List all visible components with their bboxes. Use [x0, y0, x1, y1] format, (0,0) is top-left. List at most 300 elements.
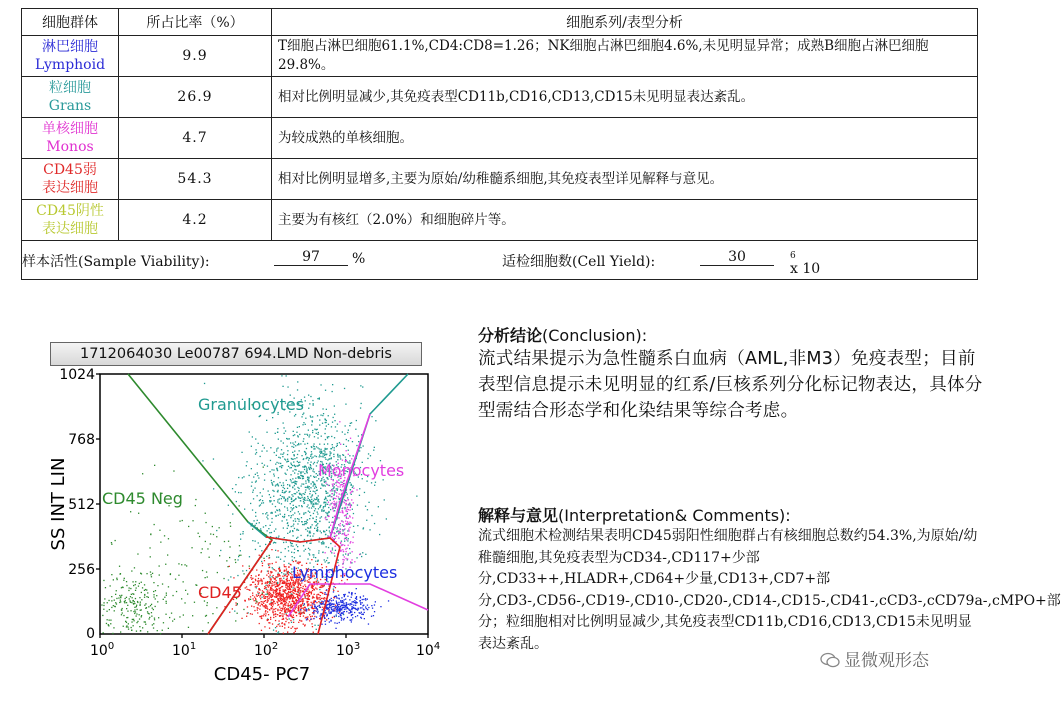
scatter-point — [283, 487, 284, 488]
scatter-point — [274, 452, 275, 453]
scatter-point — [329, 495, 330, 496]
scatter-point — [327, 557, 328, 558]
yield-exponent: 6 — [790, 251, 796, 261]
scatter-point — [147, 592, 148, 593]
scatter-point — [313, 491, 314, 492]
scatter-point — [325, 504, 326, 505]
scatter-point — [280, 587, 281, 588]
scatter-point — [279, 592, 280, 593]
scatter-point — [310, 491, 311, 492]
scatter-point — [338, 524, 339, 525]
scatter-point — [140, 630, 141, 631]
scatter-point — [317, 434, 318, 435]
scatter-point — [305, 418, 306, 419]
scatter-point — [302, 521, 303, 522]
scatter-point — [315, 503, 316, 504]
scatter-point — [336, 614, 337, 615]
scatter-point — [336, 502, 337, 503]
scatter-point — [304, 434, 305, 435]
scatter-point — [333, 600, 334, 601]
scatter-point — [287, 605, 288, 606]
scatter-point — [303, 476, 304, 477]
wechat-icon — [820, 652, 840, 668]
scatter-point — [258, 595, 259, 596]
scatter-point — [124, 578, 125, 579]
scatter-point — [282, 595, 283, 596]
scatter-point — [282, 594, 283, 595]
scatter-point — [267, 593, 268, 594]
scatter-point — [286, 580, 287, 581]
scatter-point — [289, 596, 290, 597]
scatter-point — [110, 620, 111, 621]
scatter-point — [107, 602, 108, 603]
scatter-point — [341, 490, 342, 491]
scatter-point — [247, 606, 248, 607]
scatter-point — [317, 598, 318, 599]
scatter-point — [292, 508, 293, 509]
scatter-point — [296, 483, 297, 484]
scatter-point — [305, 549, 306, 550]
scatter-point — [326, 425, 327, 426]
scatter-point — [278, 477, 279, 478]
scatter-point — [278, 463, 279, 464]
scatter-point — [334, 498, 335, 499]
scatter-point — [345, 608, 346, 609]
scatter-point — [353, 502, 354, 503]
scatter-point — [324, 433, 325, 434]
scatter-point — [117, 579, 118, 580]
scatter-point — [318, 432, 319, 433]
scatter-point — [334, 405, 335, 406]
scatter-point — [338, 456, 339, 457]
scatter-point — [347, 521, 348, 522]
scatter-point — [134, 603, 135, 604]
scatter-point — [251, 446, 252, 447]
scatter-point — [120, 601, 121, 602]
scatter-point — [332, 548, 333, 549]
scatter-point — [146, 596, 147, 597]
scatter-point — [127, 611, 128, 612]
scatter-point — [345, 495, 346, 496]
scatter-point — [321, 436, 322, 437]
scatter-point — [312, 432, 313, 433]
scatter-point — [333, 606, 334, 607]
scatter-point — [266, 432, 267, 433]
scatter-point — [334, 533, 335, 534]
scatter-point — [298, 609, 299, 610]
scatter-point — [170, 574, 171, 575]
scatter-point — [368, 607, 369, 608]
scatter-point — [169, 617, 170, 618]
scatter-point — [334, 490, 335, 491]
scatter-point — [307, 472, 308, 473]
scatter-point — [276, 630, 277, 631]
scatter-point — [304, 539, 305, 540]
scatter-point — [295, 518, 296, 519]
scatter-point — [282, 456, 283, 457]
scatter-point — [339, 483, 340, 484]
scatter-point — [265, 513, 266, 514]
scatter-point — [340, 614, 341, 615]
scatter-point — [145, 621, 146, 622]
row-percentage: 4.2 — [119, 200, 272, 241]
scatter-point — [322, 541, 323, 542]
scatter-point — [115, 540, 116, 541]
scatter-point — [271, 512, 272, 513]
scatter-point — [345, 599, 346, 600]
scatter-point — [307, 618, 308, 619]
scatter-point — [286, 375, 287, 376]
scatter-point — [314, 616, 315, 617]
y-tick-label: 0 — [86, 626, 95, 642]
scatter-point — [291, 446, 292, 447]
scatter-point — [356, 596, 357, 597]
scatter-point — [133, 611, 134, 612]
scatter-point — [349, 592, 350, 593]
scatter-point — [276, 462, 277, 463]
scatter-point — [318, 501, 319, 502]
scatter-point — [314, 625, 315, 626]
scatter-point — [338, 613, 339, 614]
scatter-point — [283, 589, 284, 590]
scatter-point — [345, 425, 346, 426]
conclusion-heading-bold: 分析结论 — [478, 326, 543, 345]
scatter-point — [332, 617, 333, 618]
scatter-point — [344, 533, 345, 534]
scatter-point — [339, 512, 340, 513]
scatter-point — [119, 566, 120, 567]
scatter-point — [330, 500, 331, 501]
scatter-plot — [40, 362, 450, 697]
scatter-point — [288, 627, 289, 628]
scatter-point — [244, 509, 245, 510]
scatter-point — [313, 618, 314, 619]
scatter-point — [327, 607, 328, 608]
scatter-point — [319, 589, 320, 590]
scatter-point — [371, 616, 372, 617]
scatter-point — [323, 601, 324, 602]
scatter-point — [350, 492, 351, 493]
scatter-point — [309, 512, 310, 513]
scatter-point — [327, 500, 328, 501]
scatter-point — [311, 446, 312, 447]
scatter-point — [360, 407, 361, 408]
scatter-point — [289, 580, 290, 581]
scatter-point — [338, 533, 339, 534]
scatter-point — [346, 503, 347, 504]
scatter-point — [275, 528, 276, 529]
scatter-point — [235, 559, 236, 560]
scatter-point — [344, 528, 345, 529]
scatter-point — [274, 578, 275, 579]
scatter-point — [272, 610, 273, 611]
scatter-point — [266, 556, 267, 557]
scatter-point — [126, 625, 127, 626]
scatter-point — [277, 499, 278, 500]
scatter-point — [304, 397, 305, 398]
scatter-point — [367, 599, 368, 600]
scatter-point — [279, 575, 280, 576]
scatter-point — [287, 583, 288, 584]
scatter-point — [174, 619, 175, 620]
scatter-point — [350, 619, 351, 620]
scatter-point — [268, 490, 269, 491]
scatter-point — [247, 613, 248, 614]
scatter-point — [328, 436, 329, 437]
scatter-point — [345, 558, 346, 559]
header-percentage: 所占比率（%） — [119, 9, 272, 36]
scatter-point — [288, 566, 289, 567]
scatter-point — [310, 616, 311, 617]
scatter-point — [179, 521, 180, 522]
scatter-point — [353, 605, 354, 606]
gate-label-cd45neg: CD45 Neg — [102, 489, 183, 508]
scatter-point — [339, 421, 340, 422]
scatter-point — [292, 626, 293, 627]
scatter-point — [352, 487, 353, 488]
scatter-point — [269, 594, 270, 595]
scatter-point — [153, 591, 154, 592]
scatter-point — [330, 525, 331, 526]
scatter-point — [173, 470, 174, 471]
scatter-point — [278, 485, 279, 486]
scatter-point — [241, 452, 242, 453]
scatter-point — [278, 631, 279, 632]
scatter-point — [287, 488, 288, 489]
scatter-point — [312, 524, 313, 525]
scatter-point — [330, 603, 331, 604]
scatter-point — [265, 606, 266, 607]
scatter-point — [319, 587, 320, 588]
scatter-point — [323, 413, 324, 414]
scatter-point — [309, 434, 310, 435]
scatter-point — [324, 499, 325, 500]
scatter-point — [343, 619, 344, 620]
scatter-point — [271, 469, 272, 470]
scatter-point — [336, 609, 337, 610]
scatter-point — [349, 455, 350, 456]
scatter-point — [300, 616, 301, 617]
scatter-point — [388, 600, 389, 601]
scatter-point — [287, 611, 288, 612]
scatter-point — [294, 485, 295, 486]
scatter-point — [300, 606, 301, 607]
scatter-point — [271, 532, 272, 533]
scatter-point — [319, 444, 320, 445]
x-tick-exp: 0 — [107, 641, 115, 652]
scatter-point — [316, 473, 317, 474]
scatter-point — [202, 460, 203, 461]
scatter-point — [337, 486, 338, 487]
scatter-point — [286, 608, 287, 609]
scatter-point — [276, 484, 277, 485]
scatter-point — [346, 492, 347, 493]
scatter-point — [334, 610, 335, 611]
scatter-point — [154, 619, 155, 620]
scatter-point — [350, 603, 351, 604]
scatter-point — [273, 614, 274, 615]
scatter-point — [208, 622, 209, 623]
scatter-point — [313, 602, 314, 603]
scatter-point — [267, 585, 268, 586]
scatter-point — [152, 608, 153, 609]
scatter-point — [321, 603, 322, 604]
scatter-point — [292, 535, 293, 536]
scatter-point — [252, 595, 253, 596]
scatter-point — [162, 583, 163, 584]
scatter-point — [307, 535, 308, 536]
scatter-point — [205, 577, 206, 578]
scatter-point — [292, 560, 293, 561]
scatter-point — [344, 508, 345, 509]
scatter-point — [324, 531, 325, 532]
scatter-point — [273, 575, 274, 576]
scatter-point — [286, 461, 287, 462]
scatter-point — [348, 538, 349, 539]
scatter-point — [310, 497, 311, 498]
scatter-point — [340, 523, 341, 524]
scatter-point — [212, 526, 213, 527]
scatter-point — [313, 443, 314, 444]
scatter-point — [305, 480, 306, 481]
scatter-point — [153, 609, 154, 610]
scatter-point — [137, 621, 138, 622]
scatter-point — [316, 519, 317, 520]
scatter-point — [342, 559, 343, 560]
scatter-point — [281, 602, 282, 603]
scatter-point — [257, 472, 258, 473]
scatter-point — [289, 601, 290, 602]
scatter-point — [141, 615, 142, 616]
scatter-point — [363, 614, 364, 615]
scatter-point — [290, 530, 291, 531]
scatter-point — [128, 629, 129, 630]
scatter-point — [289, 532, 290, 533]
scatter-point — [307, 605, 308, 606]
scatter-point — [315, 557, 316, 558]
scatter-point — [256, 601, 257, 602]
scatter-point — [280, 495, 281, 496]
scatter-point — [285, 605, 286, 606]
scatter-point — [327, 504, 328, 505]
scatter-point — [335, 550, 336, 551]
scatter-point — [327, 492, 328, 493]
scatter-point — [269, 577, 270, 578]
scatter-point — [345, 607, 346, 608]
scatter-point — [283, 542, 284, 543]
scatter-point — [307, 601, 308, 602]
scatter-point — [195, 584, 196, 585]
scatter-point — [356, 588, 357, 589]
scatter-point — [259, 616, 260, 617]
table-footer-row — [22, 241, 978, 280]
scatter-point — [347, 432, 348, 433]
scatter-point — [333, 503, 334, 504]
scatter-point — [313, 469, 314, 470]
conclusion-heading-rest: (Conclusion): — [542, 326, 648, 345]
scatter-point — [277, 483, 278, 484]
scatter-point — [270, 501, 271, 502]
scatter-point — [350, 541, 351, 542]
scatter-point — [280, 581, 281, 582]
scatter-point — [332, 606, 333, 607]
scatter-point — [321, 509, 322, 510]
row-name-line1: 粒细胞 — [49, 80, 91, 96]
scatter-point — [279, 590, 280, 591]
scatter-point — [255, 453, 256, 454]
scatter-point — [337, 591, 338, 592]
scatter-point — [328, 502, 329, 503]
scatter-point — [301, 620, 302, 621]
scatter-point — [149, 618, 150, 619]
scatter-point — [316, 611, 317, 612]
scatter-point — [131, 602, 132, 603]
scatter-point — [103, 609, 104, 610]
scatter-point — [311, 607, 312, 608]
scatter-point — [113, 627, 114, 628]
scatter-point — [288, 571, 289, 572]
scatter-point — [349, 425, 350, 426]
scatter-point — [296, 599, 297, 600]
scatter-point — [320, 453, 321, 454]
scatter-point — [257, 464, 258, 465]
scatter-point — [122, 612, 123, 613]
scatter-point — [282, 583, 283, 584]
scatter-point — [313, 513, 314, 514]
scatter-point — [281, 467, 282, 468]
scatter-point — [335, 506, 336, 507]
scatter-point — [340, 617, 341, 618]
scatter-point — [290, 603, 291, 604]
scatter-point — [366, 481, 367, 482]
scatter-point — [346, 523, 347, 524]
scatter-point — [262, 445, 263, 446]
scatter-point — [166, 603, 167, 604]
plot-title: 1712064030 Le00787 694.LMD Non-debris — [50, 342, 422, 366]
scatter-point — [277, 550, 278, 551]
scatter-point — [285, 575, 286, 576]
scatter-point — [324, 481, 325, 482]
scatter-point — [338, 598, 339, 599]
scatter-point — [336, 612, 337, 613]
scatter-point — [314, 448, 315, 449]
scatter-point — [339, 486, 340, 487]
scatter-point — [126, 585, 127, 586]
scatter-point — [182, 520, 183, 521]
scatter-point — [325, 439, 326, 440]
scatter-point — [327, 496, 328, 497]
scatter-point — [307, 604, 308, 605]
scatter-point — [126, 617, 127, 618]
scatter-point — [339, 622, 340, 623]
scatter-point — [293, 459, 294, 460]
scatter-point — [246, 461, 247, 462]
scatter-point — [285, 585, 286, 586]
scatter-point — [136, 587, 137, 588]
scatter-point — [315, 587, 316, 588]
scatter-point — [347, 617, 348, 618]
scatter-point — [282, 619, 283, 620]
scatter-point — [299, 556, 300, 557]
scatter-point — [251, 486, 252, 487]
scatter-point — [283, 485, 284, 486]
scatter-point — [276, 580, 277, 581]
scatter-point — [292, 601, 293, 602]
scatter-point — [310, 619, 311, 620]
scatter-point — [284, 571, 285, 572]
scatter-point — [275, 627, 276, 628]
scatter-point — [309, 614, 310, 615]
